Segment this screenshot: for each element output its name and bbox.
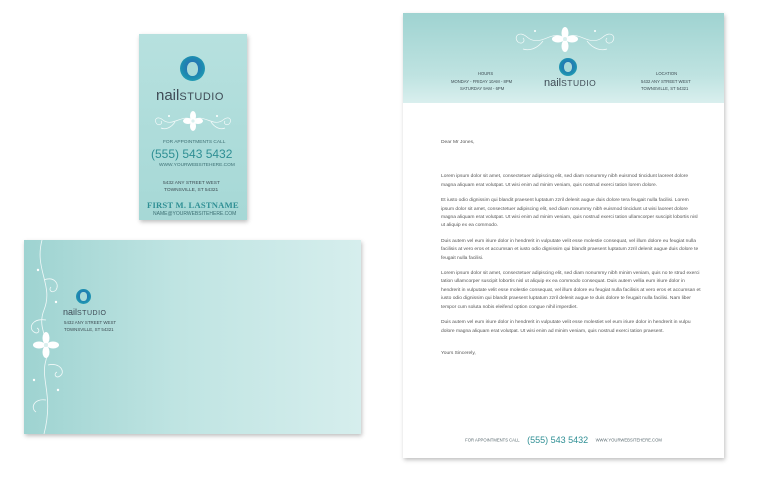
letter-paragraph: Duis autem vel eum iriure dolor in hendrerit in vulputate velit esse molestiet vel eum iriure dolor in hendrerit in vulpu dolore magna aliquam erat volutpat. Ut wisi enim ad minim veniam, quis nostrud exerci tation praesent.	[441, 320, 691, 334]
card-brand-part2: STUDIO	[179, 91, 224, 103]
letterhead-brand-part2: STUDIO	[561, 78, 597, 88]
footer-website: WWW.YOURWEBSITEHERE.COM	[595, 437, 662, 443]
letter-paragraph: Lorem ipsum dolor sit amet, consectetuer adipiscing elit, sed diam nonummy nibh euismod tincidunt laoreet dolore magna aliquam erat volutpat. Ut wisi enim ad minim veniam, quis nostrud exerci tation lorem dolore.	[441, 174, 689, 188]
footer-phone: (555) 543 5432	[527, 434, 589, 445]
letter-closing: Yours Sincerely,	[441, 350, 476, 356]
letterhead-brand-part1: nail	[544, 77, 562, 89]
letterhead-footer	[403, 431, 724, 449]
hours-line1: MONDAY - FRIDAY 10AM - 8PM	[451, 79, 513, 84]
envelope-brand-part2: STUDIO	[77, 310, 107, 317]
letter-paragraph: Lorem ipsum dolor sit amet, consectetuer adipiscing elit, sed diam nonummy nibh minim veniam, quis no te strud exerci tation ullamcorper suscipit lobortis nisl ut aliquip ex ea commodo consequat. Duis autem vellia eum iriure dolor in hendrerit in vulputate velit esse molestie consequat, vel illum dolore eu feugiat nulla facilisis at vero eros et accumsan et iusto odio dignissim qui blandit praesent luptatum zzril delenit augue te duis dolore te feugait nulla facilisi. Nam liber tempor cum soluta nobis eleifend option congue nihil imperdiet.	[441, 271, 701, 310]
location-line2: TOWNSVILLE, ST 54321	[641, 86, 689, 91]
card-email: NAME@YOURWEBSITEHERE.COM	[153, 211, 237, 217]
letterhead	[403, 13, 724, 458]
envelope-brand	[63, 307, 106, 317]
logo-icon	[180, 56, 205, 81]
location-label: LOCATION	[656, 71, 678, 76]
hours-line2: SATURDAY 9AM - 6PM	[460, 86, 505, 91]
card-address-line2: TOWNSVILLE, ST 54321	[164, 188, 219, 193]
envelope	[24, 240, 361, 434]
envelope-address-line1: 5432 ANY STREET WEST	[64, 320, 117, 325]
card-address-line1: 5432 ANY STREET WEST	[163, 181, 220, 186]
hours-label: HOURS	[478, 71, 494, 76]
letter-paragraph: Et iusto odio dignissim qui blandit praesent luptatum zzril delenit augue duis dolore tera feugait nulla facilisi. Lorem ipsum dolor sit amet, consectetuer adipiscing elit, sed diam nonummy nibh euismod tincidunt ut wisi laoreet dolore magna aliquam erat volutpat. Ut wisi enim ad minim veniam, quis nostrud exerci tation ullamcorper suscipit lobortis nisl ut aliquip ex ea commodo.	[441, 198, 698, 229]
letter-paragraph: Duis autem vel eum iriure dolor in hendrerit in vulputate velit esse molestie consequat, vel illum dolore eu feugiat nulla facilisis at vero eros et accumsan et iusto odio dignissim qui blandit praesent luptatum zzril delenit augue duis dolore te feugait nulla facilisi.	[441, 238, 699, 261]
flower-flourish-icon	[503, 19, 628, 59]
envelope-address-line2: TOWNSVILLE, ST 54321	[64, 327, 114, 332]
card-phone: (555) 543 5432	[151, 147, 233, 161]
vine-flourish-icon	[24, 240, 84, 434]
card-brand	[156, 87, 224, 104]
letter-body	[441, 139, 703, 365]
business-card	[139, 34, 247, 220]
letterhead-header	[403, 13, 724, 103]
envelope-logo-icon	[76, 289, 91, 304]
letterhead-logo-icon	[559, 58, 577, 76]
envelope-brand-part1: nail	[63, 307, 78, 317]
card-appointments-label: FOR APPOINTMENTS CALL	[163, 140, 226, 145]
card-name: FIRST M. LASTNAME	[147, 200, 239, 210]
card-brand-part1: nail	[156, 87, 180, 104]
card-website: WWW.YOURWEBSITEHERE.COM	[159, 163, 235, 168]
letterhead-brand	[544, 77, 596, 89]
footer-appointments-label: FOR APPOINTMENTS CALL	[465, 437, 520, 443]
letter-greeting: Dear Mr Jones,	[441, 140, 475, 145]
location-line1: 5432 ANY STREET WEST	[641, 79, 691, 84]
flower-flourish-icon	[145, 106, 241, 136]
